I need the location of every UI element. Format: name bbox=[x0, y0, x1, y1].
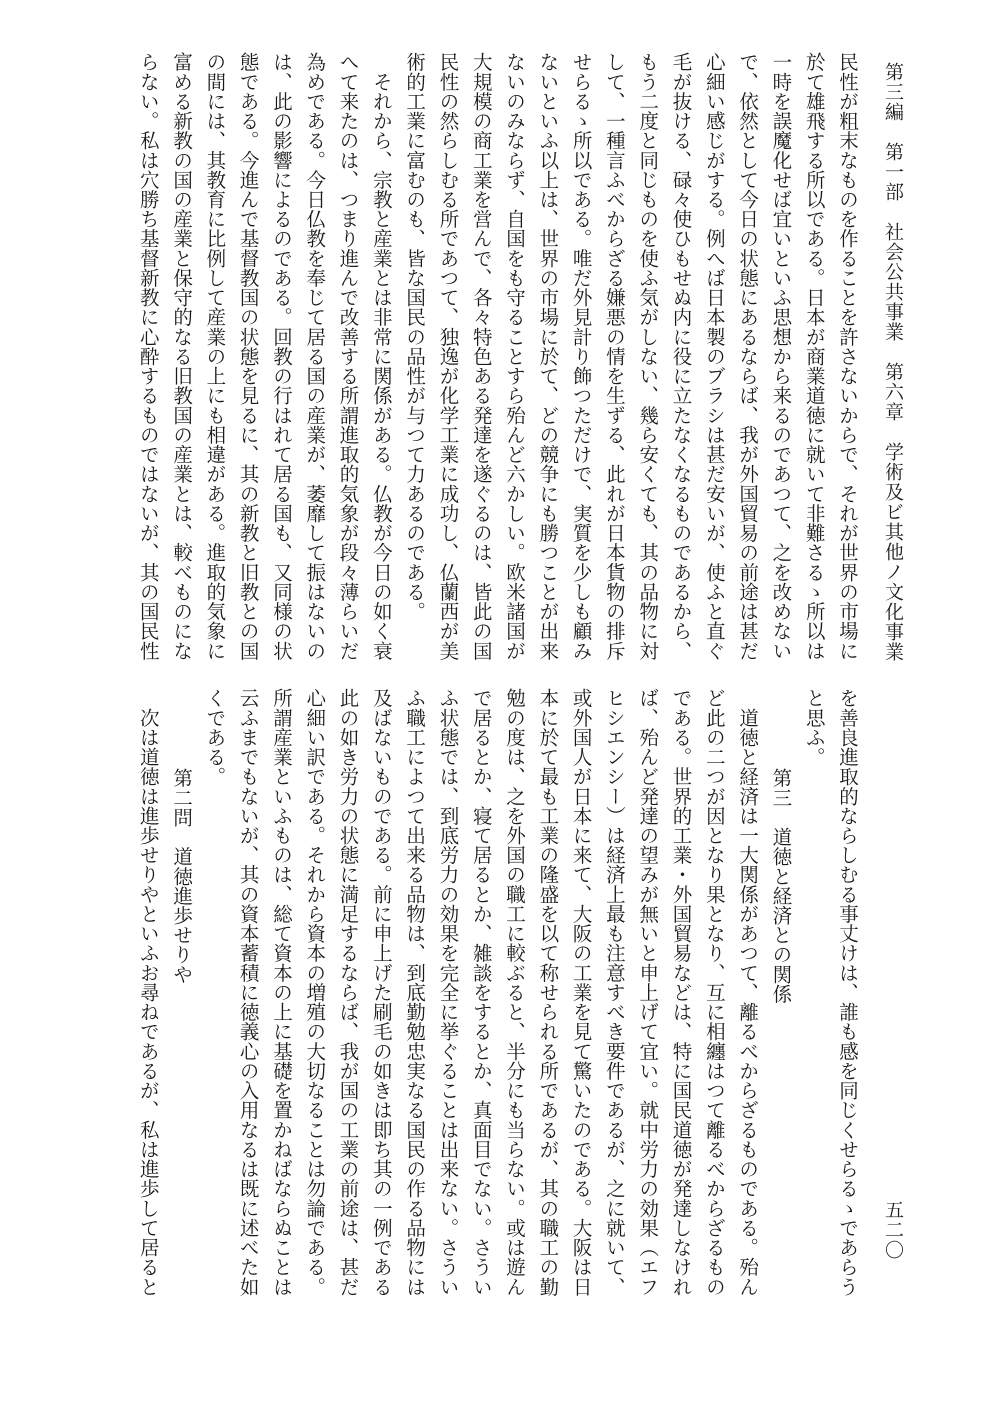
text-column: くである。 bbox=[203, 688, 227, 787]
text-column: ないのみならず、自国をも守ることすら殆んど六かしい。欧米諸国が bbox=[503, 52, 527, 661]
text-column: ば、殆んど発達の望みが無いと申上げて宜い。就中労力の効果（エフ bbox=[636, 688, 660, 1297]
text-column: 所謂産業といふものは、総て資本の上に基礎を置かねばならぬことは bbox=[269, 688, 293, 1297]
text-column: である。世界的工業・外国貿易などは、特に国民道徳が発達しなけれ bbox=[669, 688, 693, 1297]
text-column: 一時を誤魔化せば宜いといふ思想から来るのであつて、之を改めない bbox=[769, 52, 793, 661]
text-column: ふ職工によつて出来る品物は、到底勤勉忠実なる国民の作る品物には bbox=[403, 688, 427, 1297]
text-column: 云ふまでもないが、其の資本蓄積に徳義心の入用なるは既に述べた如 bbox=[236, 688, 260, 1297]
text-column: 於て雄飛する所以である。日本が商業道徳に就いて非難さるゝ所以は bbox=[802, 52, 826, 661]
text-column: 民性の然らしむる所であつて、独逸が化学工業に成功し、仏蘭西が美 bbox=[436, 52, 460, 661]
text-column: もう二度と同じものを使ふ気がしない、幾ら安くても、其の品物に対 bbox=[636, 52, 660, 661]
text-column: 本に於て最も工業の隆盛を以て称せられる所であるが、其の職工の勤 bbox=[536, 688, 560, 1297]
text-column: 次は道徳は進歩せりやといふお尋ねであるが、私は進歩して居ると bbox=[136, 688, 160, 1297]
text-column: ヒシエンシー）は経済上最も注意すべき要件であるが、之に就いて、 bbox=[602, 688, 626, 1297]
text-column: ふ状態では、到底労力の効果を完全に挙ぐることは出来ない。さうい bbox=[436, 688, 460, 1297]
text-column: 或外国人が日本に来て、大阪の工業を見て驚いたのである。大阪は日 bbox=[569, 688, 593, 1297]
text-column: で居るとか、寝て居るとか、雑談をするとか、真面目でない。さうい bbox=[469, 688, 493, 1297]
text-column: 大規模の商工業を営んで、各々特色ある発達を遂ぐるのは、皆此の国 bbox=[469, 52, 493, 661]
text-column: せらるゝ所以である。唯だ外見計り飾つただけで、実質を少しも顧み bbox=[569, 52, 593, 661]
text-column: 毛が抜ける、碌々使ひもせぬ内に役に立たなくなるものであるから、 bbox=[669, 52, 693, 661]
text-column: して、一種言ふべからざる嫌悪の情を生ずる、此れが日本貨物の排斥 bbox=[602, 52, 626, 661]
text-column: らない。私は穴勝ち基督新教に心酔するものではないが、其の国民性 bbox=[136, 52, 160, 661]
text-column: 心細い感じがする。例へば日本製のブラシは甚だ安いが、使ふと直ぐ bbox=[702, 52, 726, 661]
text-column: の間には、其教育に比例して産業の上にも相違がある。進取的気象に bbox=[203, 52, 227, 661]
page-number: 五二〇 bbox=[882, 1200, 904, 1260]
text-column: 勉の度は、之を外国の職工に較ぶると、半分にも当らない。或は遊ん bbox=[503, 688, 527, 1297]
text-column: 術的工業に富むのも、皆な国民の品性が与つて力あるのである。 bbox=[403, 52, 427, 621]
text-column: 富める新教の国の産業と保守的なる旧教国の産業とは、較べものにな bbox=[170, 52, 194, 661]
section-heading: 第二問 道徳進歩せりや bbox=[170, 768, 194, 984]
text-column: ど此の二つが因となり果となり、互に相纏はつて離るべからざるもの bbox=[702, 688, 726, 1297]
text-column: 為めである。今日仏教を奉じて居る国の産業が、萎靡して振はないの bbox=[303, 52, 327, 661]
text-column: は、此の影響によるのである。回教の行はれて居る国も、又同様の状 bbox=[269, 52, 293, 661]
text-column: 及ばないものである。前に申上げた刷毛の如きは即ち其の一例である bbox=[369, 688, 393, 1297]
text-column: 態である。今進んで基督教国の状態を見るに、其の新教と旧教との国 bbox=[236, 52, 260, 661]
text-column: 民性が粗末なものを作ることを許さないからで、それが世界の市場に bbox=[836, 52, 859, 661]
lower-text-block bbox=[64, 688, 864, 1348]
text-column: ないといふ以上は、世界の市場に於て、どの競争にも勝つことが出来 bbox=[536, 52, 560, 661]
running-head: 第三編 第一部 社会公共事業 第六章 学術及ビ其他ノ文化事業 bbox=[882, 62, 904, 662]
text-column: 心細い訳である。それから資本の増殖の大切なることは勿論である。 bbox=[303, 688, 327, 1297]
text-column: それから、宗教と産業とは非常に関係がある。仏教が今日の如く衰 bbox=[369, 52, 393, 661]
text-column: で、依然として今日の状態にあるならば、我が外国貿易の前途は甚だ bbox=[736, 52, 760, 661]
upper-text-block bbox=[64, 52, 864, 672]
text-column: と思ふ。 bbox=[802, 688, 826, 767]
text-column: 此の如き労力の状態に満足するならば、我が国の工業の前途は、甚だ bbox=[336, 688, 360, 1297]
section-heading: 第三 道徳と経済との関係 bbox=[769, 768, 793, 1004]
text-column: 道徳と経済は一大関係があつて、離るべからざるものである。殆ん bbox=[736, 688, 760, 1297]
text-column: へて来たのは、つまり進んで改善する所謂進取的気象が段々薄らいだ bbox=[336, 52, 360, 661]
text-column: を善良進取的ならしむる事丈けは、誰も感を同じくせらるゝであらう bbox=[836, 688, 859, 1297]
